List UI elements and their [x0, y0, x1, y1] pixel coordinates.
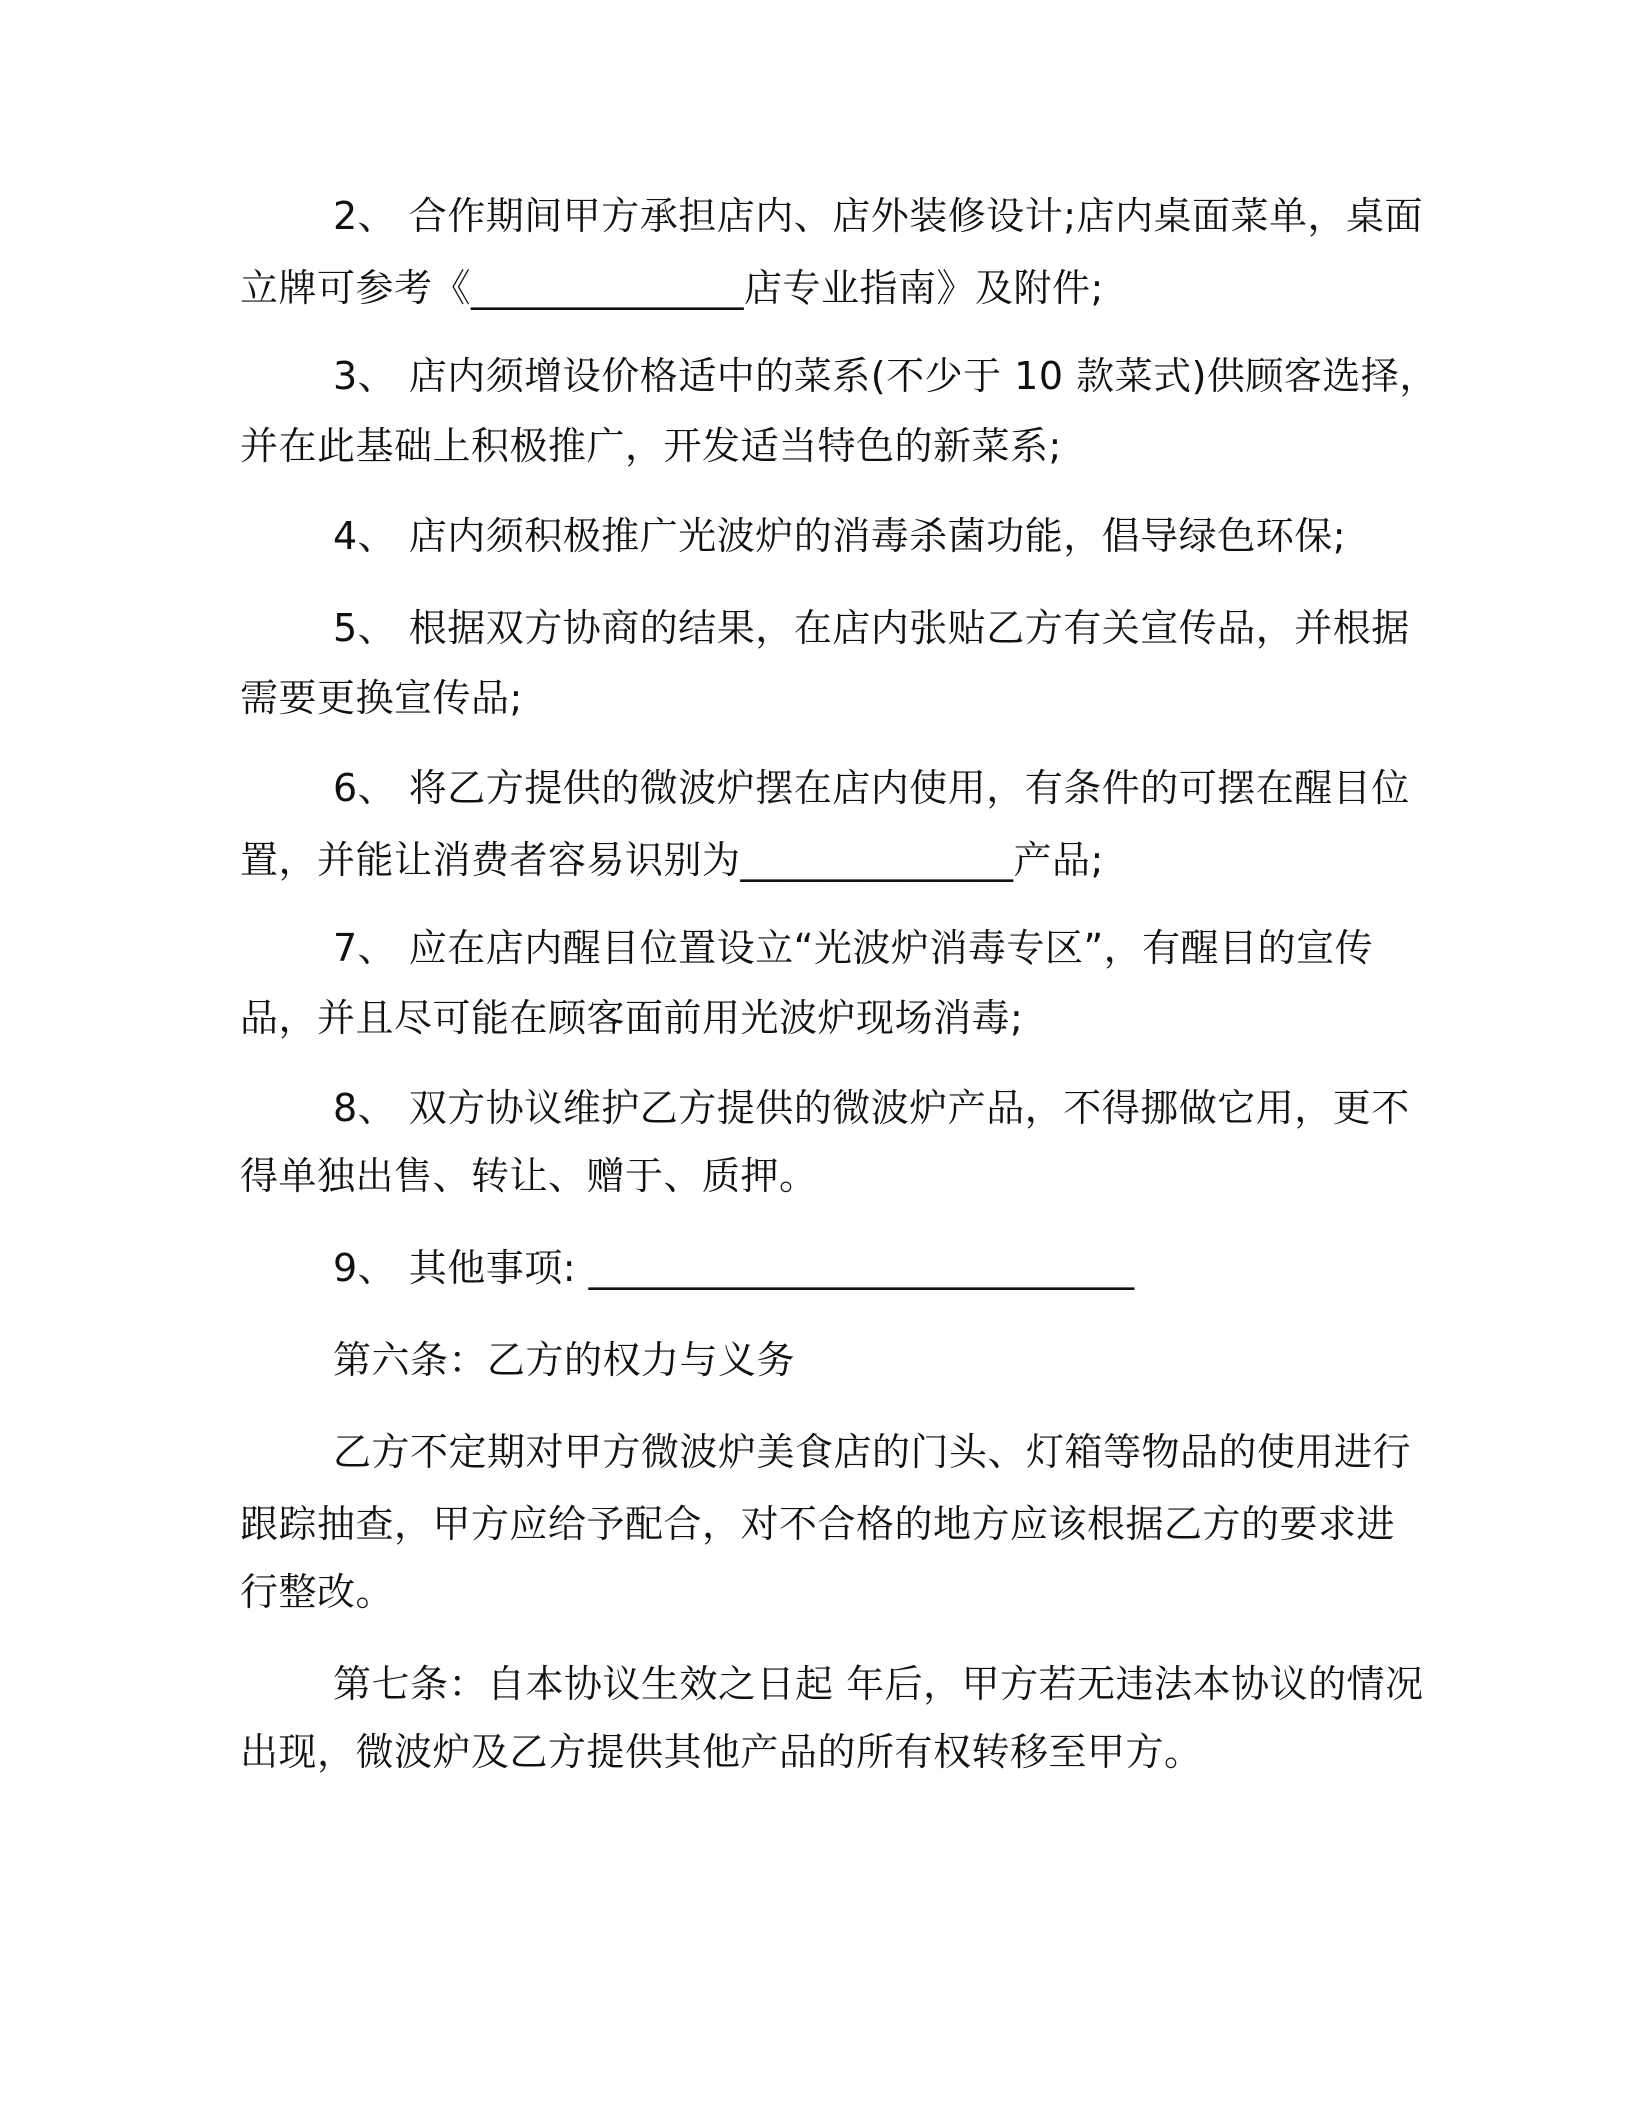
clause-3-line-2: 并在此基础上积极推广，开发适当特色的新菜系;	[240, 424, 1062, 468]
clause-7-line-2: 品，并且尽可能在顾客面前用光波炉现场消毒;	[240, 996, 1024, 1040]
clause-6-line-1: 6、 将乙方提供的微波炉摆在店内使用，有条件的可摆在醒目位	[333, 766, 1410, 810]
article-7-line-2: 出现，微波炉及乙方提供其他产品的所有权转移至甲方。	[240, 1730, 1203, 1774]
clause-2-line-1: 2、 合作期间甲方承担店内、店外装修设计;店内桌面菜单，桌面	[333, 194, 1424, 238]
article-6-body-line-1: 乙方不定期对甲方微波炉美食店的门头、灯箱等物品的使用进行	[333, 1430, 1412, 1474]
clause-9-line-1: 9、 其他事项: ____________________________	[333, 1246, 1135, 1290]
clause-7-line-1: 7、 应在店内醒目位置设立“光波炉消毒专区”，有醒目的宣传	[333, 926, 1374, 970]
clause-5-line-2: 需要更换宣传品;	[240, 676, 523, 720]
clause-6-line-2: 置，并能让消费者容易识别为______________产品;	[240, 838, 1104, 882]
article-6-body-line-2: 跟踪抽查，甲方应给予配合，对不合格的地方应该根据乙方的要求进	[240, 1502, 1396, 1546]
article-7-line-1: 第七条：自本协议生效之日起 年后，甲方若无违法本协议的情况	[333, 1662, 1424, 1706]
clause-4-line-1: 4、 店内须积极推广光波炉的消毒杀菌功能，倡导绿色环保;	[333, 514, 1347, 558]
clause-5-line-1: 5、 根据双方协商的结果，在店内张贴乙方有关宣传品，并根据	[333, 606, 1410, 650]
article-6-body-line-3: 行整改。	[240, 1570, 395, 1614]
clause-3-line-1: 3、 店内须增设价格适中的菜系(不少于 10 款菜式)供顾客选择，	[333, 354, 1438, 398]
clause-8-line-1: 8、 双方协议维护乙方提供的微波炉产品，不得挪做它用，更不	[333, 1086, 1410, 1130]
clause-2-line-2: 立牌可参考《______________店专业指南》及附件;	[240, 266, 1104, 310]
article-6-heading: 第六条：乙方的权力与义务	[333, 1338, 796, 1382]
clause-8-line-2: 得单独出售、转让、赠于、质押。	[240, 1154, 818, 1198]
